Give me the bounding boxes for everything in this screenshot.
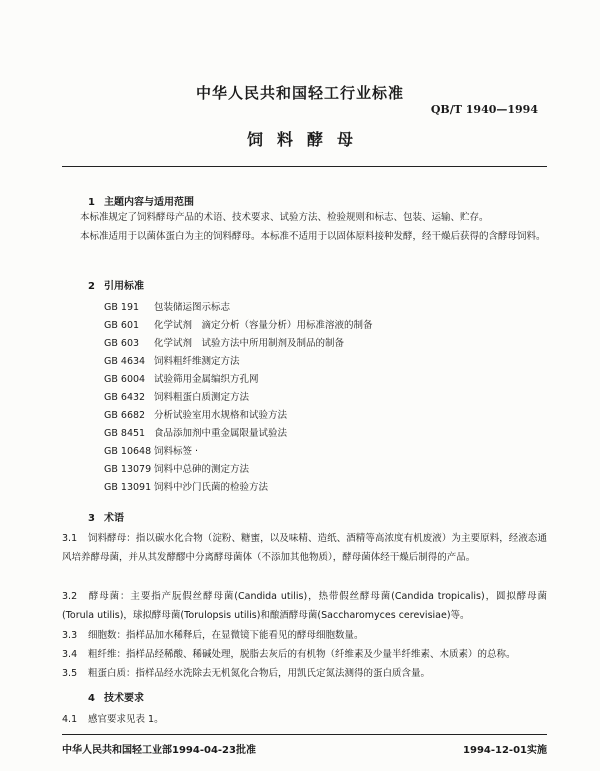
- section-1-paragraph-1: 本标准规定了饲料酵母产品的术语、技术要求、试验方法、检验规则和标志、包装、运输、贮存。: [80, 212, 489, 223]
- reference-item: [104, 443, 198, 457]
- term-text: 粗蛋白质：指样品经水洗除去无机氮化合物后，用凯氏定氮法测得的蛋白质含量。: [88, 668, 431, 679]
- document-title: 饲料酵母: [246, 130, 367, 149]
- reference-name: 食品添加剂中重金属限量试验法: [154, 428, 288, 439]
- term-text: 酵母菌：主要指产朊假丝酵母菌(Candida utilis)，热带假丝酵母菌(Candida tropicalis)，圆拟酵母菌(Torula utilis)，球拟酵母菌(Torulopsis utilis)和酿酒酵母菌(Saccharomyces cerevisiae)等。: [62, 591, 547, 621]
- section-number: 2: [88, 281, 95, 292]
- section-title: 技术要求: [104, 693, 144, 704]
- requirement-item: [62, 710, 547, 729]
- term-text: 饲料酵母：指以碳水化合物（淀粉、糖蜜，以及味精、造纸、酒精等高浓度有机废液）为主要原料，经液态通风培养酵母菌，并从其发酵醪中分离酵母菌体（不添加其他物质），酵母菌体经干燥后制得的产品。: [62, 533, 547, 563]
- reference-name: 试验筛用金属编织方孔网: [154, 374, 259, 385]
- reference-item: [104, 317, 373, 331]
- reference-code: GB 6682: [104, 410, 146, 421]
- term-item: [62, 626, 547, 645]
- requirement-text: 感官要求见表 1。: [88, 714, 164, 725]
- section-3-heading: [88, 509, 124, 524]
- section-number: 4: [88, 693, 95, 704]
- section-number: 3: [88, 513, 95, 524]
- reference-code: GB 6432: [104, 392, 146, 403]
- reference-item: [104, 461, 249, 475]
- reference-name: 化学试剂 试验方法中所用制剂及制品的制备: [154, 338, 345, 349]
- reference-code: GB 13091: [104, 482, 152, 493]
- reference-name: 饲料标签 ·: [154, 446, 199, 457]
- term-item: [62, 587, 547, 625]
- section-2-heading: [88, 277, 144, 292]
- reference-code: GB 601: [104, 320, 140, 331]
- reference-item: [104, 335, 344, 349]
- reference-name: 分析试验室用水规格和试验方法: [154, 410, 288, 421]
- term-number: 3.1: [62, 533, 78, 544]
- standard-code: QB/T 1940—1994: [430, 103, 538, 116]
- reference-item: [104, 407, 287, 421]
- reference-name: 包装储运图示标志: [154, 302, 231, 313]
- reference-name: 化学试剂 滴定分析（容量分析）用标准溶液的制备: [154, 320, 373, 331]
- reference-item: [104, 353, 240, 367]
- approval-statement: 中华人民共和国轻工业部1994-04-23批准: [62, 745, 256, 756]
- term-item: [62, 529, 547, 567]
- section-4-heading: [88, 689, 144, 704]
- reference-code: GB 8451: [104, 428, 146, 439]
- reference-name: 饲料中沙门氏菌的检验方法: [154, 482, 269, 493]
- reference-item: [104, 425, 287, 439]
- reference-code: GB 603: [104, 338, 140, 349]
- reference-item: [104, 479, 268, 493]
- section-title: 术语: [104, 513, 124, 524]
- term-item: [62, 664, 547, 683]
- section-number: 1: [88, 197, 95, 208]
- header-rule: [62, 166, 547, 167]
- term-number: 3.3: [62, 630, 78, 641]
- term-text: 粗纤维：指样品经稀酸、稀碱处理，脱脂去灰后的有机物（纤维素及少量半纤维素、木质素）的总称。: [88, 649, 516, 660]
- reference-code: GB 191: [104, 302, 140, 313]
- reference-name: 饲料中总砷的测定方法: [154, 464, 250, 475]
- reference-name: 饲料粗蛋白质测定方法: [154, 392, 250, 403]
- standard-organization: 中华人民共和国轻工行业标准: [195, 84, 404, 102]
- reference-code: GB 6004: [104, 374, 146, 385]
- effective-date: 1994-12-01实施: [463, 745, 547, 756]
- reference-name: 饲料粗纤维测定方法: [154, 356, 240, 367]
- footer-rule: [62, 734, 547, 735]
- term-item: [62, 645, 547, 664]
- term-number: 3.5: [62, 668, 78, 679]
- reference-code: GB 13079: [104, 464, 152, 475]
- section-title: 主题内容与适用范围: [104, 197, 194, 208]
- section-1-heading: [88, 193, 194, 208]
- term-number: 3.2: [62, 591, 78, 602]
- reference-item: [104, 389, 249, 403]
- reference-code: GB 10648: [104, 446, 152, 457]
- section-1-paragraph-2: 本标准适用于以菌体蛋白为主的饲料酵母。本标准不适用于以固体原料接种发酵，经干燥后获得的含酵母饲料。: [80, 231, 546, 242]
- term-number: 3.4: [62, 649, 78, 660]
- section-title: 引用标准: [104, 281, 144, 292]
- term-text: 细胞数：指样品加水稀释后，在显微镜下能看见的酵母细胞数量。: [88, 630, 364, 641]
- requirement-number: 4.1: [62, 714, 78, 725]
- reference-code: GB 4634: [104, 356, 146, 367]
- reference-item: [104, 299, 230, 313]
- reference-item: [104, 371, 259, 385]
